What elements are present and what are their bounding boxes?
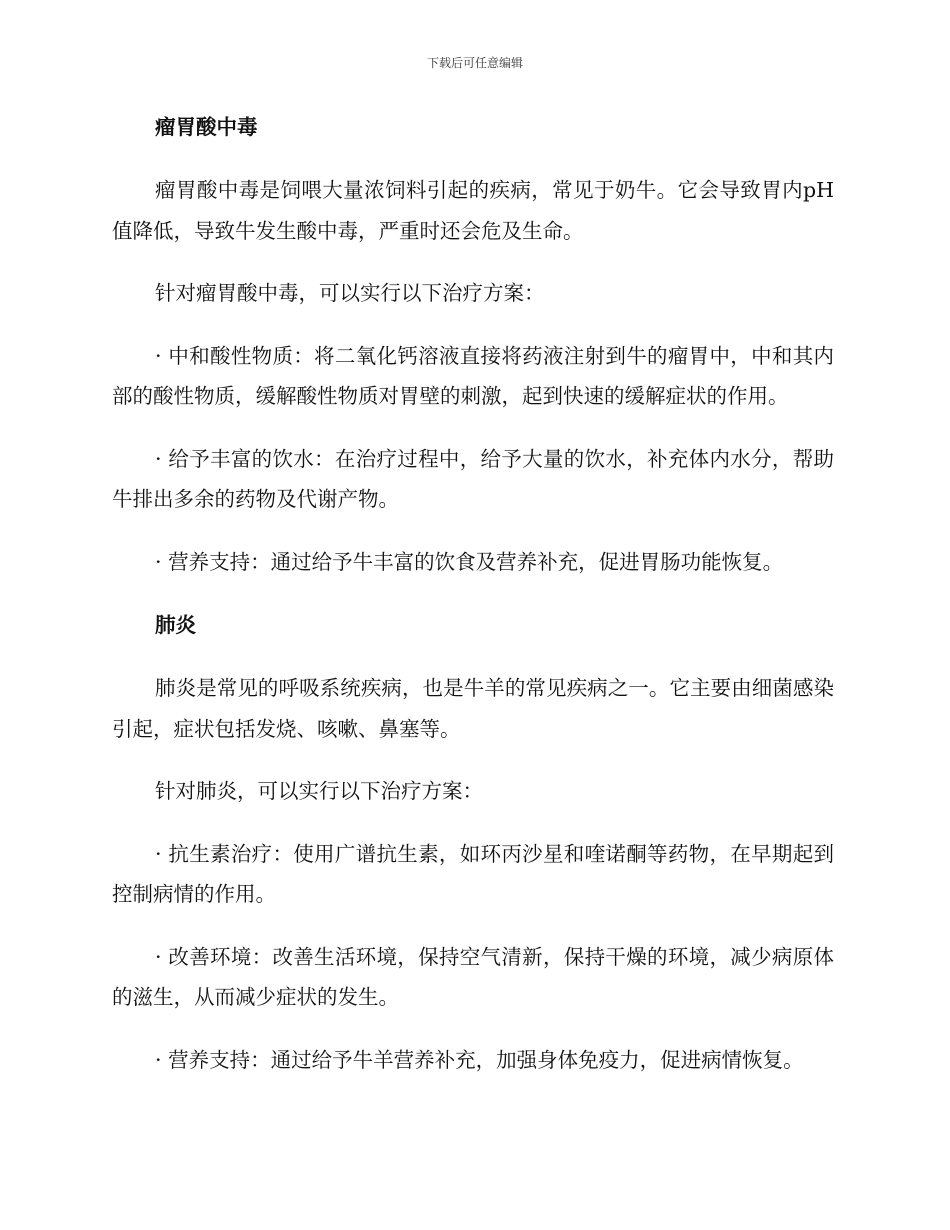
section-heading-rumen-acidosis: 瘤胃酸中毒 [155, 115, 258, 139]
treatment-item: · 给予丰富的饮水：在治疗过程中，给予大量的饮水，补充体内水分，帮助牛排出多余的药物及代谢产物。 [112, 446, 834, 511]
section-intro-rumen-acidosis: 瘤胃酸中毒是饲喂大量浓饲料引起的疾病，常见于奶牛。它会导致胃内pH值降低，导致牛发生酸中毒，严重时还会危及生命。 [112, 178, 834, 243]
treatment-item: · 中和酸性物质：将二氧化钙溶液直接将药液注射到牛的瘤胃中，中和其内部的酸性物质，缓解酸性物质对胃壁的刺激，起到快速的缓解症状的作用。 [112, 343, 834, 408]
section-lead-rumen-acidosis: 针对瘤胃酸中毒，可以实行以下治疗方案： [155, 281, 545, 305]
treatment-item: · 营养支持：通过给予牛羊营养补充，加强身体免疫力，促进病情恢复。 [155, 1047, 804, 1072]
treatment-item: · 营养支持：通过给予牛丰富的饮食及营养补充，促进胃肠功能恢复。 [155, 549, 784, 574]
section-intro-pneumonia: 肺炎是常见的呼吸系统疾病，也是牛羊的常见疾病之一。它主要由细菌感染引起，症状包括发烧、咳嗽、鼻塞等。 [112, 676, 834, 741]
treatment-item: · 抗生素治疗：使用广谱抗生素，如环丙沙星和喹诺酮等药物，在早期起到控制病情的作用。 [112, 841, 834, 906]
document-body [112, 108, 834, 1102]
section-heading-pneumonia: 肺炎 [155, 613, 197, 637]
treatment-item: · 改善环境：改善生活环境，保持空气清新，保持干燥的环境，减少病原体的滋生，从而减少症状的发生。 [112, 944, 834, 1009]
page-header: 下载后可任意编辑 [426, 56, 523, 70]
section-lead-pneumonia: 针对肺炎，可以实行以下治疗方案： [155, 779, 484, 803]
